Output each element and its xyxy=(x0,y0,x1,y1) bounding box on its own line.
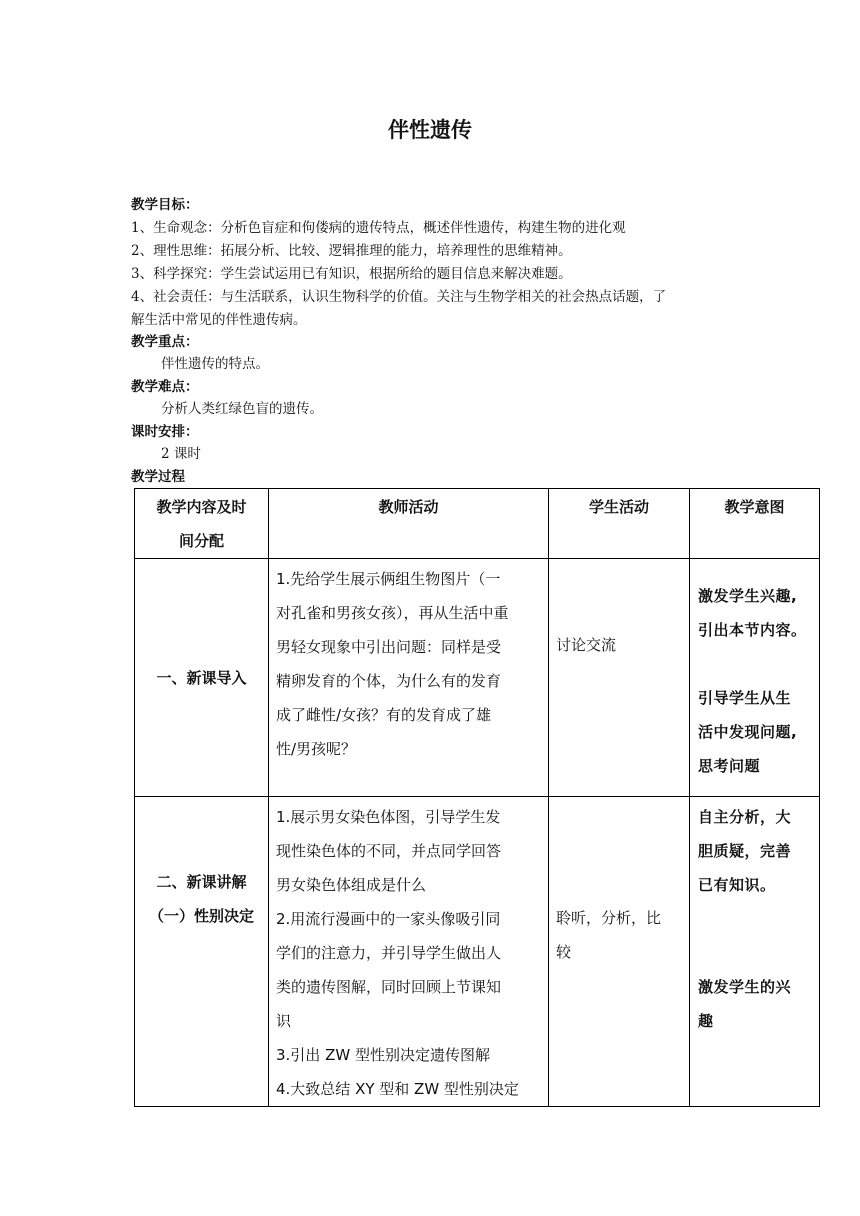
difficulty-text: 分析人类红绿色盲的遗传。 xyxy=(161,401,323,417)
header-teaching-intent: 教学意图 xyxy=(690,489,820,559)
student-activity-cell: 讨论交流 xyxy=(549,559,690,797)
key-point-heading: 教学重点： xyxy=(131,334,199,350)
objective-item: 1、生命观念：分析色盲症和佝偻病的遗传特点，概述伴性遗传，构建生物的进化观 xyxy=(131,220,626,236)
teaching-intent-cell: 自主分析，大 胆质疑，完善 已有知识。 激发学生的兴 趣 xyxy=(690,797,820,1107)
key-point-text: 伴性遗传的特点。 xyxy=(161,356,269,372)
objective-item: 4、社会责任：与生活联系，认识生物科学的价值。关注与生物学相关的社会热点话题，了 xyxy=(131,289,667,305)
teacher-activity-cell: 1.展示男女染色体图，引导学生发 现性染色体的不同，并点同学回答 男女染色体组成是什么 2.用流行漫画中的一家头像吸引同 学们的注意力，并引导学生做出人 类的遗传图解，同时回顾上节课知 识 3.引出 ZW 型性别决定遗传图解 4.大致总结 XY 型和 ZW 型性别决定 xyxy=(269,797,549,1107)
header-teacher-activity: 教师活动 xyxy=(269,489,549,559)
schedule-text: 2 课时 xyxy=(161,446,201,462)
process-heading: 教学过程 xyxy=(131,469,185,485)
objective-item: 2、理性思维：拓展分析、比较、逻辑推理的能力，培养理性的思维精神。 xyxy=(131,243,572,259)
difficulty-heading: 教学难点： xyxy=(131,379,199,395)
objective-item: 解生活中常见的伴性遗传病。 xyxy=(131,312,307,328)
student-activity-cell: 聆听，分析，比 较 xyxy=(549,797,690,1107)
document-title: 伴性遗传 xyxy=(388,118,472,142)
teacher-activity-cell: 1.先给学生展示俩组生物图片（一 对孔雀和男孩女孩），再从生活中重 男轻女现象中引出问题：同样是受 精卵发育的个体，为什么有的发育 成了雌性/女孩？有的发育成了雄 性/男孩呢？ xyxy=(269,559,549,797)
lesson-plan-table xyxy=(134,488,820,1107)
schedule-heading: 课时安排： xyxy=(131,424,199,440)
table-row xyxy=(135,559,820,797)
teaching-intent-cell: 激发学生兴趣, 引出本节内容。 引导学生从生 活中发现问题, 思考问题 xyxy=(690,559,820,797)
header-content-time: 教学内容及时 间分配 xyxy=(135,489,269,559)
objective-item: 3、科学探究：学生尝试运用已有知识，根据所给的题目信息来解决难题。 xyxy=(131,266,572,282)
objectives-heading: 教学目标： xyxy=(131,197,199,213)
section-cell: 二、新课讲解 （一）性别决定 xyxy=(135,797,269,1107)
header-student-activity: 学生活动 xyxy=(549,489,690,559)
table-header-row xyxy=(135,489,820,559)
section-cell: 一、新课导入 xyxy=(135,559,269,797)
table-row xyxy=(135,797,820,1107)
